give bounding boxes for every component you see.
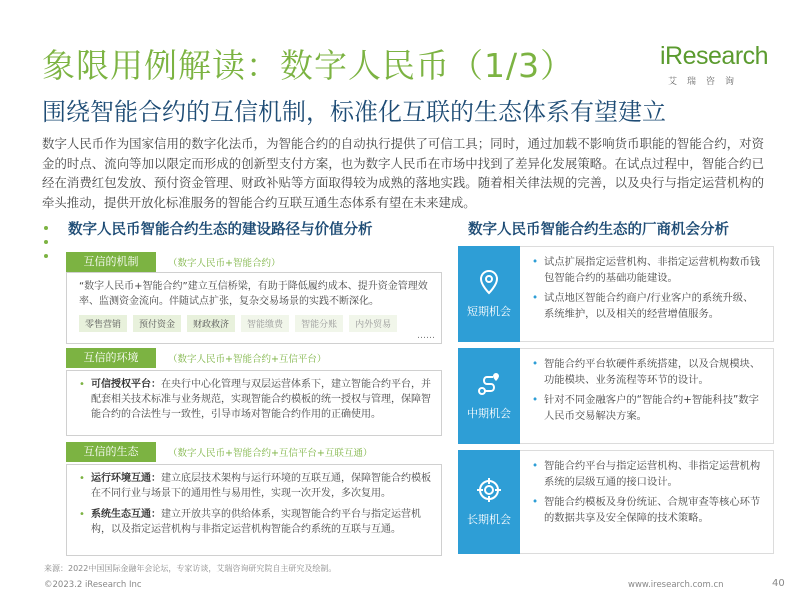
ellipsis: …… [417,331,435,341]
phase-item: • 针对不同金融客户的“智能合约+智能科技”数字人民币交易解决方案。 [532,393,763,424]
bullet-text: 建立底层技术架构与运行环境的互联互通，保障智能合约模板在不同行业与场景下的通用性与易用性，实现一次开发，多次复用。 [91,473,431,499]
block-text: “数字人民币+智能合约”建立互信桥梁，有助于降低履约成本、提升资金管理效率、监测资金流向。伴随试点扩张，复杂交易场景的实践不断深化。 [79,281,428,307]
block-box-ecosystem [66,464,442,556]
phase-icon-panel [458,348,520,444]
bullet-strong: 可信授权平台： [91,379,161,390]
block-tag: （数字人民币+智能合约+互信平台+互联互通） [168,448,373,459]
copyright: ©2023.2 iResearch Inc [44,580,142,590]
phase-item: • 试点扩展指定运营机构、非指定运营机构数币钱包智能合约的基础功能建设。 [532,255,763,286]
bullet-text: 建立开放共享的供给体系，实现智能合约平台与指定运营机构，以及指定运营机构与非指定运营机构智能合约系统的互联与互通。 [91,509,421,535]
phase-body [520,450,774,554]
target-icon [476,477,502,503]
right-section-title: 数字人民币智能合约生态的厂商机会分析 [468,222,729,238]
block-box-environment [66,370,442,436]
phase-short-term [458,246,774,342]
block-tag: （数字人民币+智能合约+互信平台） [168,354,327,365]
block-label: 互信的生态 [66,442,156,462]
bullet-item [79,377,431,422]
phase-item: • 智能合约平台软硬件系统搭建，以及合规模块、功能模块、业务流程等环节的设计。 [532,357,763,388]
phase-mid-term [458,348,774,444]
phase-item: • 智能合约模板及身份统证、合规审查等核心环节的数据共享及安全保障的技术策略。 [532,495,763,526]
phase-body [520,246,774,342]
intro-paragraph: 数字人民币作为国家信用的数字化法币，为智能合约的自动执行提供了可信工具；同时，通过加载不影响货币职能的智能合约，对资金的时点、流向等加以限定而形成的创新型支付方案，也为数字人民币在市场中找到了差异化发展策略。在试点过程中，智能合约已经在消费红包发放、预付资金管理、财政补贴等方面取得较为成熟的落地实践。随着相关律法规的完善，以及央行与指定运营机构的牵头推动，提供开放化标准服务的智能合约互联互通生态体系有望在未来建成。 [42,136,764,210]
chip: 零售营销 [79,315,127,332]
logo-wordmark: iResearch [660,42,769,70]
left-section-title: 数字人民币智能合约生态的建设路径与价值分析 [68,222,373,238]
block-header-mechanism [66,252,280,272]
phase-item: • 试点地区智能合约商户/行业客户的系统升级、系统维护，以及相关的经营增值服务。 [532,291,763,322]
phase-long-term [458,450,774,554]
chip: 内外贸易 [349,315,397,332]
block-label: 互信的环境 [66,348,156,368]
dotted-divider [40,226,52,526]
map-pin-icon [476,269,502,295]
chip: 智能分账 [295,315,343,332]
chip: 财政救济 [187,315,235,332]
page-number: 40 [772,578,785,589]
bullet-strong: 系统生态互通： [91,509,161,520]
block-header-environment [66,348,326,368]
scenario-chips [79,315,431,332]
phase-body [520,348,774,444]
source-note: 来源：2022中国国际金融年会论坛，专家访谈，艾瑞咨询研究院自主研究及绘制。 [44,564,337,573]
logo-subtitle: 艾瑞咨询 [668,77,745,87]
bullet-strong: 运行环境互通： [91,473,161,484]
block-header-ecosystem [66,442,372,462]
route-icon [476,371,502,397]
block-box-mechanism [66,272,442,344]
phase-icon-panel [458,246,520,342]
phase-item: • 智能合约平台与指定运营机构、非指定运营机构系统的层级互通的接口设计。 [532,459,763,490]
phase-label: 中期机会 [467,407,511,420]
phase-label: 短期机会 [467,305,511,318]
bullet-item [79,507,431,537]
bullet-item [79,471,431,501]
block-tag: （数字人民币+智能合约） [168,258,281,269]
phase-label: 长期机会 [467,513,511,526]
bullet-text: 在央行中心化管理与双层运营体系下，建立智能合约平台，并配套相关技术标准与业务规范，实现智能合约模板的统一授权与管理，保障智能合约的合法性与一致性，引导市场对智能合约作用的正确使用。 [91,379,431,420]
phase-icon-panel [458,450,520,554]
page-title: 象限用例解读：数字人民币（1/3） [42,46,575,85]
iresearch-logo [660,34,770,87]
page-subtitle: 围绕智能合约的互信机制，标准化互联的生态体系有望建立 [42,98,666,126]
chip: 智能缴费 [241,315,289,332]
chip: 预付资金 [133,315,181,332]
website-link[interactable]: www.iresearch.com.cn [628,580,724,590]
block-label: 互信的机制 [66,252,156,272]
